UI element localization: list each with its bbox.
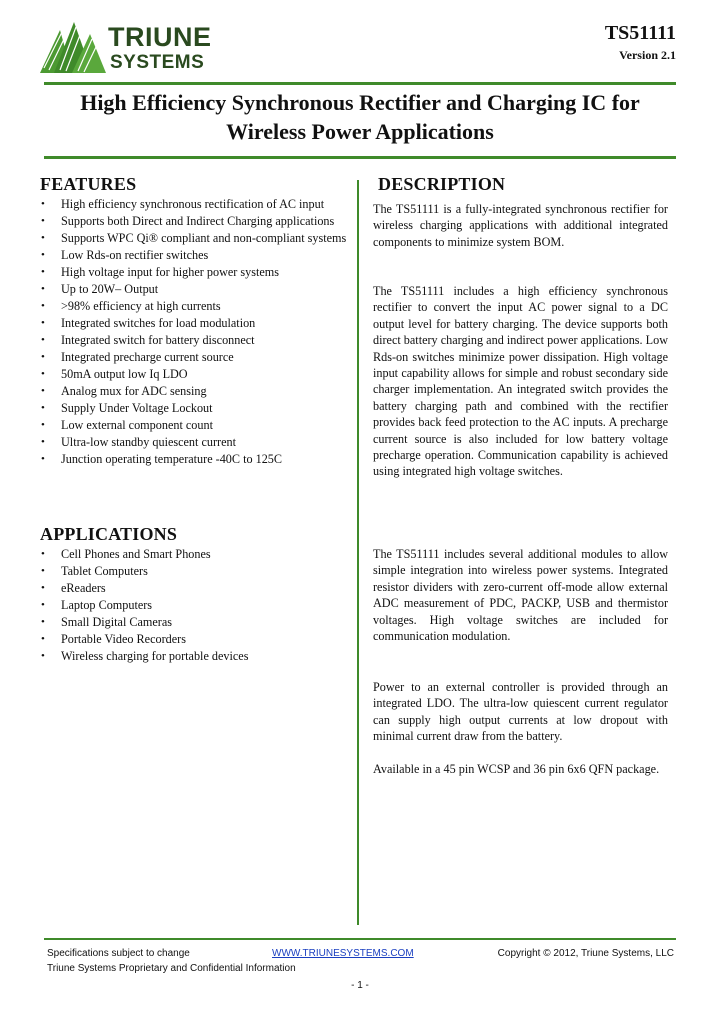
triune-mountains-icon [38, 18, 108, 76]
list-item: • Low external component count [40, 417, 352, 434]
list-item: • High voltage input for higher power systems [40, 264, 352, 281]
footer-copyright: Copyright © 2012, Triune Systems, LLC [497, 948, 674, 959]
list-item: • 50mA output low Iq LDO [40, 366, 352, 383]
version-label: Version 2.1 [619, 48, 676, 62]
header-rule-top [44, 82, 676, 85]
description-paragraph-5: Available in a 45 pin WCSP and 36 pin 6x6 QFN package. [373, 762, 660, 776]
description-paragraph-2: The TS51111 includes a high efficiency synchronous rectifier to convert the input AC power signal to a DC output level for battery charging. The device supports both direct battery charging and indirect power applications. Low Rds-on switches minimize power dissipation. High voltage input capability allows for simple and robust secondary side charger implementation. An integrated switch provides the battery charging path and combined with the rectifier provides back feed protection to the AC inputs. A precharge current source is also included for low battery voltage precharge operation. Communication capability is achieved using integrated high voltage switches. [373, 284, 668, 479]
footer-rule [44, 938, 676, 940]
list-item: • Supports WPC Qi® compliant and non-compliant systems [40, 230, 352, 247]
document-title [44, 88, 676, 146]
list-item: • Integrated switches for load modulation [40, 315, 352, 332]
logo-text-triune: TRIUNE [108, 22, 212, 52]
list-item: • Laptop Computers [40, 597, 352, 614]
list-item: • Supply Under Voltage Lockout [40, 400, 352, 417]
list-item: • Tablet Computers [40, 563, 352, 580]
list-item: • Cell Phones and Smart Phones [40, 546, 352, 563]
header-rule-bottom [44, 156, 676, 159]
footer-spec-note: Specifications subject to change [47, 948, 190, 959]
logo-text-systems: SYSTEMS [110, 52, 205, 73]
list-item: • Analog mux for ADC sensing [40, 383, 352, 400]
list-item: • Low Rds-on rectifier switches [40, 247, 352, 264]
list-item: • Integrated precharge current source [40, 349, 352, 366]
description-paragraph-3: The TS51111 includes several additional modules to allow simple integration into wireless power systems. Integrated resistor dividers with zero-current off-mode allow external ADC measurement of PDC, PACKP, USB and thermistor voltages. High voltage switches are included for communication modulation. [373, 547, 668, 644]
part-number: TS51111 [604, 22, 676, 44]
list-item: • Up to 20W– Output [40, 281, 352, 298]
features-list [40, 196, 352, 468]
list-item: • >98% efficiency at high currents [40, 298, 352, 315]
description-paragraph-4: Power to an external controller is provided through an integrated LDO. The ultra-low quiescent current regulator can supply high output currents at low dropout with minimal current draw from the battery. [373, 680, 668, 744]
list-item: • eReaders [40, 580, 352, 597]
footer-proprietary-note: Triune Systems Proprietary and Confidential Information [47, 963, 296, 974]
list-item: • Integrated switch for battery disconnect [40, 332, 352, 349]
footer-website-link[interactable]: WWW.TRIUNESYSTEMS.COM [272, 948, 414, 959]
list-item: • Small Digital Cameras [40, 614, 352, 631]
description-paragraph-1: The TS51111 is a fully-integrated synchronous rectifier for wireless charging applications with additional integrated components to minimize system BOM. [373, 202, 668, 249]
applications-heading: APPLICATIONS [40, 524, 178, 544]
description-heading: DESCRIPTION [378, 174, 506, 194]
list-item: • Supports both Direct and Indirect Charging applications [40, 213, 352, 230]
column-divider [357, 180, 359, 925]
title-line-2: Wireless Power Applications [226, 119, 494, 144]
page-number: - 1 - [351, 980, 369, 991]
list-item: • Portable Video Recorders [40, 631, 352, 648]
list-item: • Junction operating temperature -40C to 125C [40, 451, 352, 468]
list-item: • Ultra-low standby quiescent current [40, 434, 352, 451]
list-item: • Wireless charging for portable devices [40, 648, 352, 665]
company-logo [38, 18, 218, 76]
title-line-1: High Efficiency Synchronous Rectifier and Charging IC for [80, 90, 640, 115]
features-heading: FEATURES [40, 174, 137, 194]
applications-list [40, 546, 352, 665]
list-item: • High efficiency synchronous rectification of AC input [40, 196, 352, 213]
